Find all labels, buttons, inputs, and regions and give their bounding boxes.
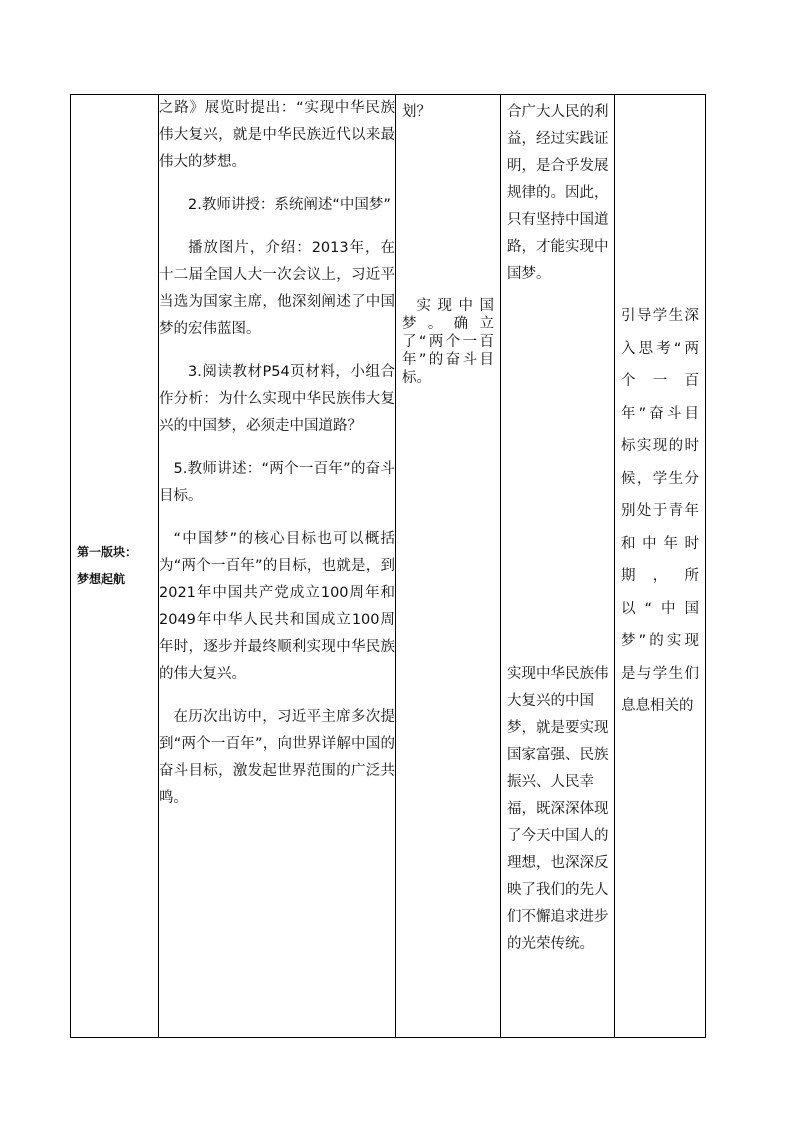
activity-paragraph-5: 5.教师讲述：“两个一百年”的奋斗目标。	[159, 461, 395, 504]
lesson-plan-table	[70, 94, 706, 1038]
module-cell	[71, 95, 159, 1038]
content-notes-1: 合广大人民的利益，经过实践证明，是合乎发展规律的。因此，只有坚持中国道路，才能实现中国梦。	[507, 104, 609, 282]
design-intent-text: 引导学生深入思考“两个一百年”奋斗目标实现的时候，学生分别处于青年和中年时期，所以“中国梦”的实现是与学生们息息相关的	[621, 308, 699, 714]
student-activity-cell	[396, 95, 501, 1038]
module-title-line2: 梦想起航	[77, 572, 126, 586]
student-activity-top: 划？	[402, 104, 431, 120]
activity-paragraph-6: “中国梦”的核心目标也可以概括为“两个一百年”的目标，也就是，到2021年中国共产党成立100周年和2049年中华人民共和国成立100周年时，逐步并最终顺利实现中华民族的伟大复兴。	[159, 531, 395, 682]
module-title-line1: 第一版块：	[77, 545, 138, 559]
teacher-activity-cell	[159, 95, 396, 1038]
activity-paragraph-2: 2.教师讲授：系统阐述“中国梦”	[188, 197, 391, 213]
activity-paragraph-7: 在历次出访中，习近平主席多次提到“两个一百年”，向世界详解中国的奋斗目标，激发起世界范围的广泛共鸣。	[159, 709, 395, 806]
content-notes-cell	[501, 95, 615, 1038]
activity-paragraph-1: 之路》展览时提出：“实现中华民族伟大复兴，就是中华民族近代以来最伟大的梦想。	[159, 100, 395, 170]
student-activity-goal: 实现中国梦。确立了“两个一百年”的奋斗目标。	[402, 298, 494, 386]
activity-paragraph-4: 3.阅读教材P54页材料，小组合作分析：为什么实现中华民族伟大复兴的中国梦，必须走中国道路？	[159, 364, 395, 434]
design-intent-cell	[615, 95, 706, 1038]
module-title	[71, 539, 158, 593]
activity-paragraph-3: 播放图片，介绍：2013年，在十二届全国人大一次会议上，习近平当选为国家主席，他深刻阐述了中国梦的宏伟蓝图。	[159, 240, 395, 337]
content-notes-2: 实现中华民族伟大复兴的中国梦，就是要实现国家富强、民族振兴、人民幸福，既深深体现了今天中国人的理想，也深深反映了我们的先人们不懈追求进步的光荣传统。	[507, 666, 609, 952]
table-row	[71, 95, 706, 1038]
